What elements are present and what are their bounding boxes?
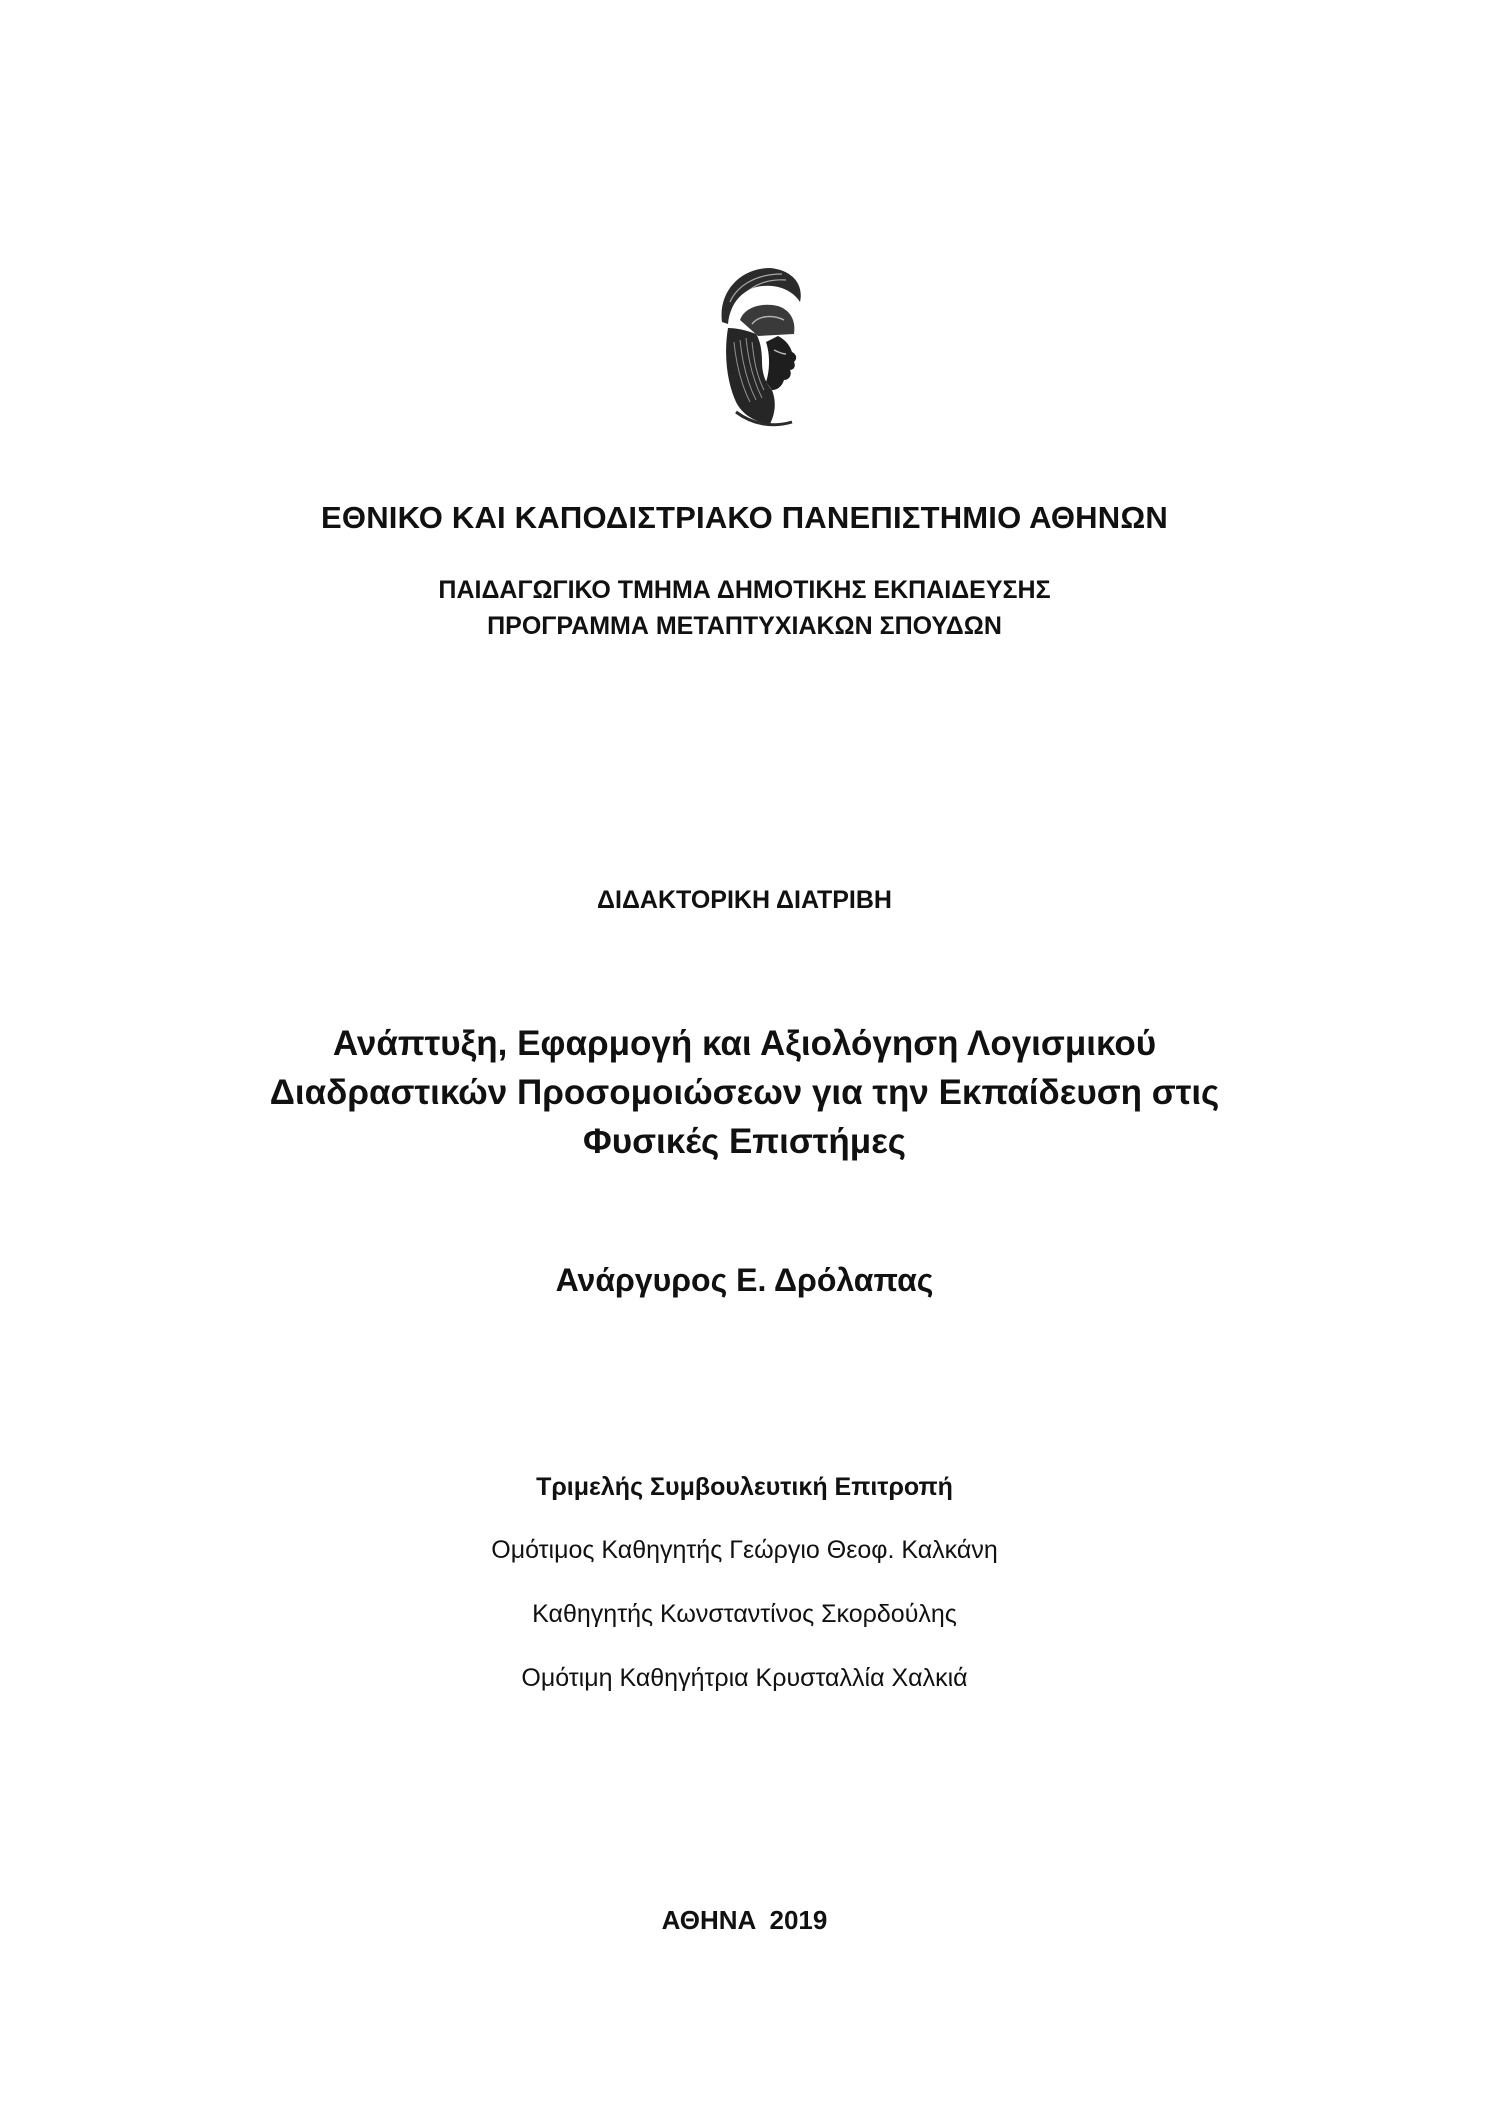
author-name: Ανάργυρος Ε. Δρόλαπας [555, 1262, 934, 1298]
place-and-year: ΑΘΗΝΑ 2019 [661, 1905, 828, 1935]
program-name: ΠΡΟΓΡΑΜΜΑ ΜΕΤΑΠΤΥΧΙΑΚΩΝ ΣΠΟΥΔΩΝ [487, 612, 1002, 640]
department-name: ΠΑΙΔΑΓΩΓΙΚΟ ΤΜΗΜΑ ΔΗΜΟΤΙΚΗΣ ΕΚΠΑΙΔΕΥΣΗΣ [438, 576, 1051, 604]
thesis-title-line: Φυσικές Επιστήμες [582, 1122, 907, 1161]
document-type: ΔΙΔΑΚΤΟΡΙΚΗ ΔΙΑΤΡΙΒΗ [597, 886, 892, 914]
university-name: ΕΘΝΙΚΟ ΚΑΙ ΚΑΠΟΔΙΣΤΡΙΑΚΟ ΠΑΝΕΠΙΣΤΗΜΙΟ ΑΘΗΝΩΝ [321, 500, 1168, 535]
thesis-title-line: Διαδραστικών Προσομοιώσεων για την Εκπαίδευση στις [269, 1073, 1220, 1112]
committee-member: Καθηγητής Κωνσταντίνος Σκορδούλης [532, 1600, 957, 1628]
committee-member: Ομότιμος Καθηγητής Γεώργιο Θεοφ. Καλκάνη [491, 1536, 998, 1564]
athena-head-seal-icon [700, 262, 820, 430]
committee-member: Ομότιμη Καθηγήτρια Κρυσταλλία Χαλκιά [521, 1664, 968, 1692]
thesis-title-line: Ανάπτυξη, Εφαρμογή και Αξιολόγηση Λογισμικού [332, 1024, 1157, 1063]
committee-heading: Τριμελής Συμβουλευτική Επιτροπή [536, 1473, 953, 1501]
